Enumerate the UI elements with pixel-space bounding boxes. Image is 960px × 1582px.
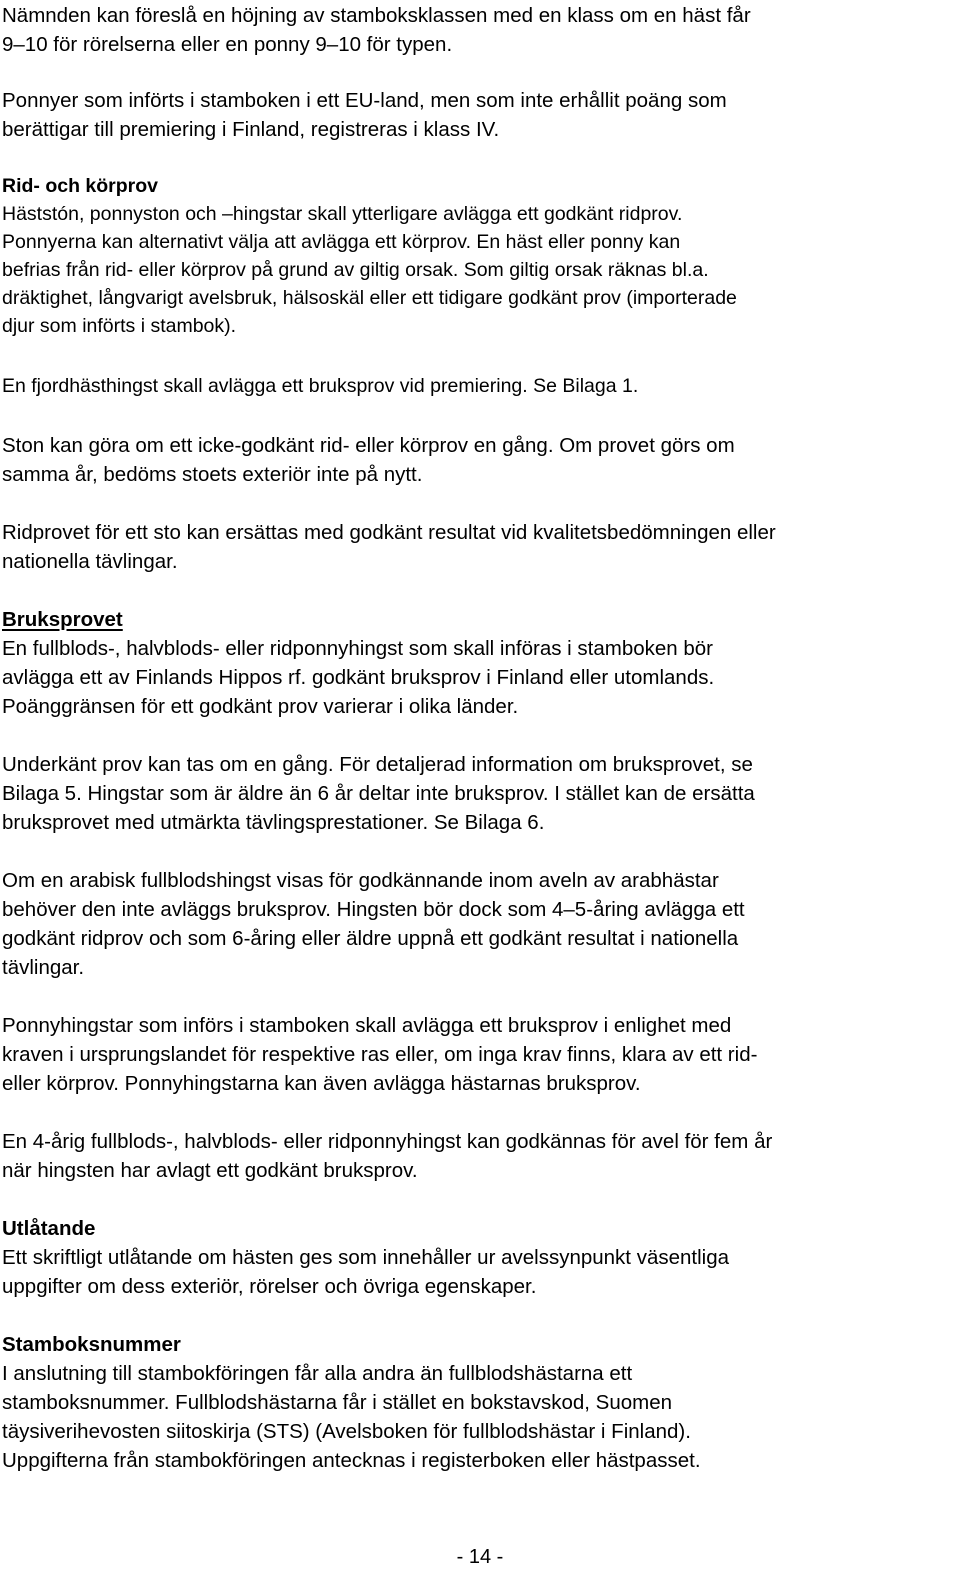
text-line: avlägga ett av Finlands Hippos rf. godkänt bruksprov i Finland eller utomlands. bbox=[2, 666, 715, 689]
paragraph-eu-ponies bbox=[2, 86, 956, 144]
text-line: En 4-årig fullblods-, halvblods- eller ridponnyhingst kan godkännas för avel för fem år bbox=[2, 1130, 773, 1153]
text-line: Ridprovet för ett sto kan ersättas med godkänt resultat vid kvalitetsbedömningen eller bbox=[2, 521, 776, 544]
paragraph-four-year-old bbox=[2, 1127, 956, 1185]
text-line: Nämnden kan föreslå en höjning av stamboksklassen med en klass om en häst får bbox=[2, 4, 751, 27]
text-line: Häststón, ponnyston och –hingstar skall ytterligare avlägga ett godkänt ridprov. bbox=[2, 203, 683, 225]
text-line: täysiverihevosten siitoskirja (STS) (Avelsboken för fullblodshästar i Finland). bbox=[2, 1420, 691, 1443]
paragraph-arabian-stallion bbox=[2, 866, 956, 982]
text-line: Ett skriftligt utlåtande om hästen ges som innehåller ur avelssynpunkt väsentliga bbox=[2, 1246, 729, 1269]
text-line: bruksprovet med utmärkta tävlingsprestationer. Se Bilaga 6. bbox=[2, 811, 545, 834]
text-line: tävlingar. bbox=[2, 956, 85, 979]
section-heading-ride-drive: Rid- och körprov bbox=[2, 175, 159, 197]
paragraph-pony-stallions bbox=[2, 1011, 956, 1098]
section-statement bbox=[2, 1214, 956, 1301]
section-ride-drive-test bbox=[2, 172, 956, 340]
text-line: Poänggränsen för ett godkänt prov varierar i olika länder. bbox=[2, 695, 519, 718]
section-heading-stamboksnummer: Stamboksnummer bbox=[2, 1333, 181, 1356]
text-line: I anslutning till stambokföringen får alla andra än fullblodshästarna ett bbox=[2, 1362, 633, 1385]
text-line: nationella tävlingar. bbox=[2, 550, 178, 573]
text-line: Ponnyerna kan alternativt välja att avlägga ett körprov. En häst eller ponny kan bbox=[2, 231, 681, 253]
text-line: Ponnyer som införts i stamboken i ett EU-land, men som inte erhållit poäng som bbox=[2, 89, 727, 112]
text-line: 9–10 för rörelserna eller en ponny 9–10 för typen. bbox=[2, 33, 453, 56]
text-line: behöver den inte avläggs bruksprov. Hingsten bör dock som 4–5-åring avlägga ett bbox=[2, 898, 745, 921]
text-line: stamboksnummer. Fullblodshästarna får i stället en bokstavskod, Suomen bbox=[2, 1391, 672, 1414]
paragraph-ride-test-replace bbox=[2, 518, 956, 576]
text-line: En fullblods-, halvblods- eller ridponnyhingst som skall införas i stamboken bör bbox=[2, 637, 714, 660]
text-line: berättigar till premiering i Finland, registreras i klass IV. bbox=[2, 118, 500, 141]
text-line: Ponnyhingstar som införs i stamboken skall avlägga ett bruksprov i enlighet med bbox=[2, 1014, 732, 1037]
text-line: djur som införts i stambok). bbox=[2, 315, 237, 337]
text-line: kraven i ursprungslandet för respektive ras eller, om inga krav finns, klara av ett rid- bbox=[2, 1043, 758, 1066]
text-line: uppgifter om dess exteriör, rörelser och övriga egenskaper. bbox=[2, 1275, 537, 1298]
text-line: Underkänt prov kan tas om en gång. För detaljerad information om bruksprovet, se bbox=[2, 753, 753, 776]
text-line: Bilaga 5. Hingstar som är äldre än 6 år deltar inte bruksprov. I stället kan de ersätta bbox=[2, 782, 755, 805]
text-line: En fjordhästhingst skall avlägga ett bruksprov vid premiering. Se Bilaga 1. bbox=[2, 375, 639, 397]
section-performance-test bbox=[2, 605, 956, 721]
text-line: Om en arabisk fullblodshingst visas för godkännande inom aveln av arabhästar bbox=[2, 869, 719, 892]
text-line: Ston kan göra om ett icke-godkänt rid- eller körprov en gång. Om provet görs om bbox=[2, 434, 735, 457]
section-heading-utlatande: Utlåtande bbox=[2, 1217, 96, 1240]
text-line: dräktighet, långvarigt avelsbruk, hälsoskäl eller ett tidigare godkänt prov (importerade bbox=[2, 287, 737, 309]
text-line: godkänt ridprov och som 6-åring eller äldre uppnå ett godkänt resultat i nationella bbox=[2, 927, 739, 950]
page-number: - 14 - bbox=[456, 1546, 504, 1568]
section-studbook-number bbox=[2, 1330, 956, 1475]
paragraph-retest-mares bbox=[2, 431, 956, 489]
text-line: eller körprov. Ponnyhingstarna kan även avlägga hästarnas bruksprov. bbox=[2, 1072, 641, 1095]
text-line: samma år, bedöms stoets exteriör inte på nytt. bbox=[2, 463, 423, 486]
paragraph-failed-test bbox=[2, 750, 956, 837]
section-heading-bruksprovet: Bruksprovet bbox=[2, 608, 123, 631]
paragraph-fjord-horse bbox=[2, 372, 956, 400]
paragraph-class-raise bbox=[2, 1, 956, 59]
text-line: befrias från rid- eller körprov på grund av giltig orsak. Som giltig orsak räknas bl.a. bbox=[2, 259, 709, 281]
text-line: när hingsten har avlagt ett godkänt bruksprov. bbox=[2, 1159, 418, 1182]
text-line: Uppgifterna från stambokföringen antecknas i registerboken eller hästpasset. bbox=[2, 1449, 701, 1472]
